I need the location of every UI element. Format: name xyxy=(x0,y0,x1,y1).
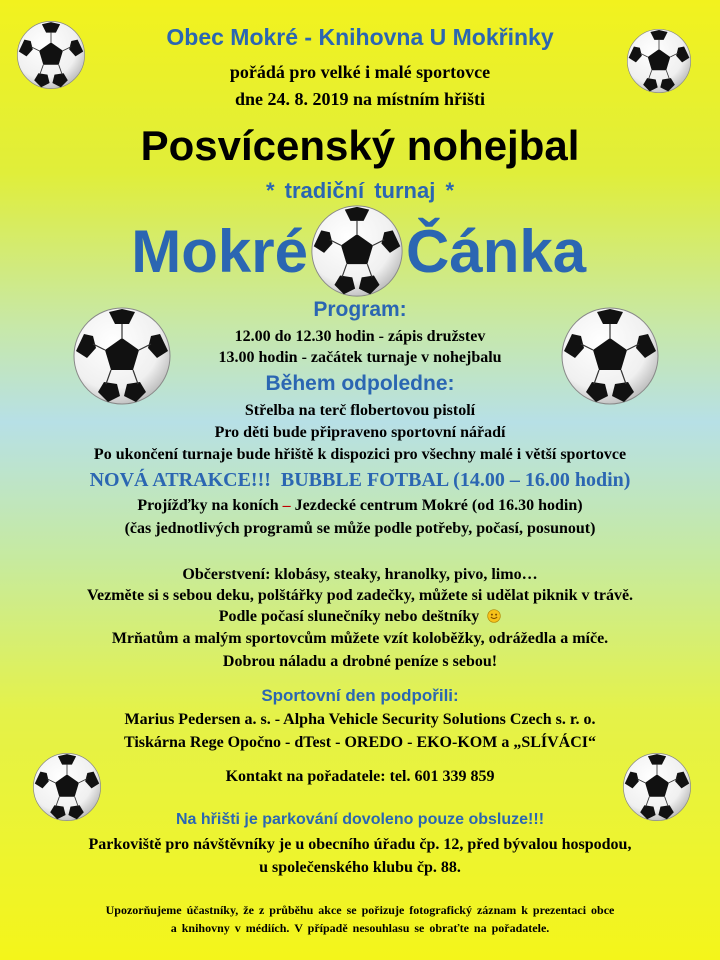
smiley-icon xyxy=(487,609,501,623)
new-attraction: NOVÁ ATRAKCE!!! BUBBLE FOTBAL (14.00 – 16.00 hodin) xyxy=(89,469,631,491)
soccer-ball-icon xyxy=(310,204,404,298)
afternoon-item: Po ukončení turnaje bude hřiště k dispozici pro všechny malé i větší sportovce xyxy=(93,446,627,463)
info-line xyxy=(0,608,720,626)
disclaimer-line: Upozorňujeme účastníky, že z průběhu akce se pořizuje fotografický záznam k prezentaci obce xyxy=(105,903,615,917)
afternoon-heading: Během odpoledne: xyxy=(265,372,455,395)
program-item: 12.00 do 12.30 hodin - zápis družstev xyxy=(234,328,486,345)
weather-note: Podle počasí slunečníky nebo deštníky xyxy=(218,608,480,625)
sponsors-line: Tiskárna Rege Opočno - dTest - OREDO - EKO-KOM a „SLÍVÁCI“ xyxy=(123,734,597,751)
sponsors-heading: Sportovní den podpořili: xyxy=(261,686,459,705)
horse-rides-venue: Jezdecké centrum Mokré (od 16.30 hodin) xyxy=(294,497,583,514)
info-line: Vezměte si s sebou deku, polštářky pod zadečky, můžete si udělat piknik v trávě. xyxy=(86,587,634,604)
event-title: Posvícenský nohejbal xyxy=(140,122,580,169)
team-left: Mokré xyxy=(131,218,308,285)
horse-rides xyxy=(0,497,720,515)
event-date: dne 24. 8. 2019 na místním hřišti xyxy=(234,89,486,109)
organizer-title: Obec Mokré - Knihovna U Mokřinky xyxy=(166,24,554,50)
parking-line: Parkoviště pro návštěvníky je u obecního úřadu čp. 12, před bývalou hospodou, xyxy=(88,836,632,853)
parking-line: u společenského klubu čp. 88. xyxy=(259,859,461,876)
afternoon-item: Pro děti bude připraveno sportovní nářadí xyxy=(214,424,506,441)
program-heading: Program: xyxy=(313,298,407,321)
event-subtitle: * tradiční turnaj * xyxy=(265,178,455,203)
info-line: Mrňatům a malým sportovcům můžete vzít koloběžky, odrážedla a míče. xyxy=(111,630,609,647)
afternoon-item: Střelba na terč flobertovou pistolí xyxy=(244,402,476,419)
schedule-note: (čas jednotlivých programů se může podle potřeby, počasí, posunout) xyxy=(124,520,596,537)
info-line: Dobrou náladu a drobné peníze s sebou! xyxy=(222,653,498,670)
contact-info: Kontakt na pořadatele: tel. 601 339 859 xyxy=(225,768,495,785)
horse-rides-dash: – xyxy=(282,497,291,514)
program-item: 13.00 hodin - začátek turnaje v nohejbalu xyxy=(218,349,502,366)
parking-heading: Na hřišti je parkování dovoleno pouze obsluze!!! xyxy=(175,811,545,828)
team-right: Čánka xyxy=(406,218,587,285)
refreshments: Občerstvení: klobásy, steaky, hranolky, pivo, limo… xyxy=(182,566,538,583)
organizer-subtitle: pořádá pro velké i malé sportovce xyxy=(229,62,491,82)
horse-rides-label: Projížďky na koních xyxy=(137,497,279,514)
sponsors-line: Marius Pedersen a. s. - Alpha Vehicle Security Solutions Czech s. r. o. xyxy=(124,711,596,728)
disclaimer-line: a knihovny v médiích. V případě nesouhlasu se obraťte na pořadatele. xyxy=(170,921,550,935)
